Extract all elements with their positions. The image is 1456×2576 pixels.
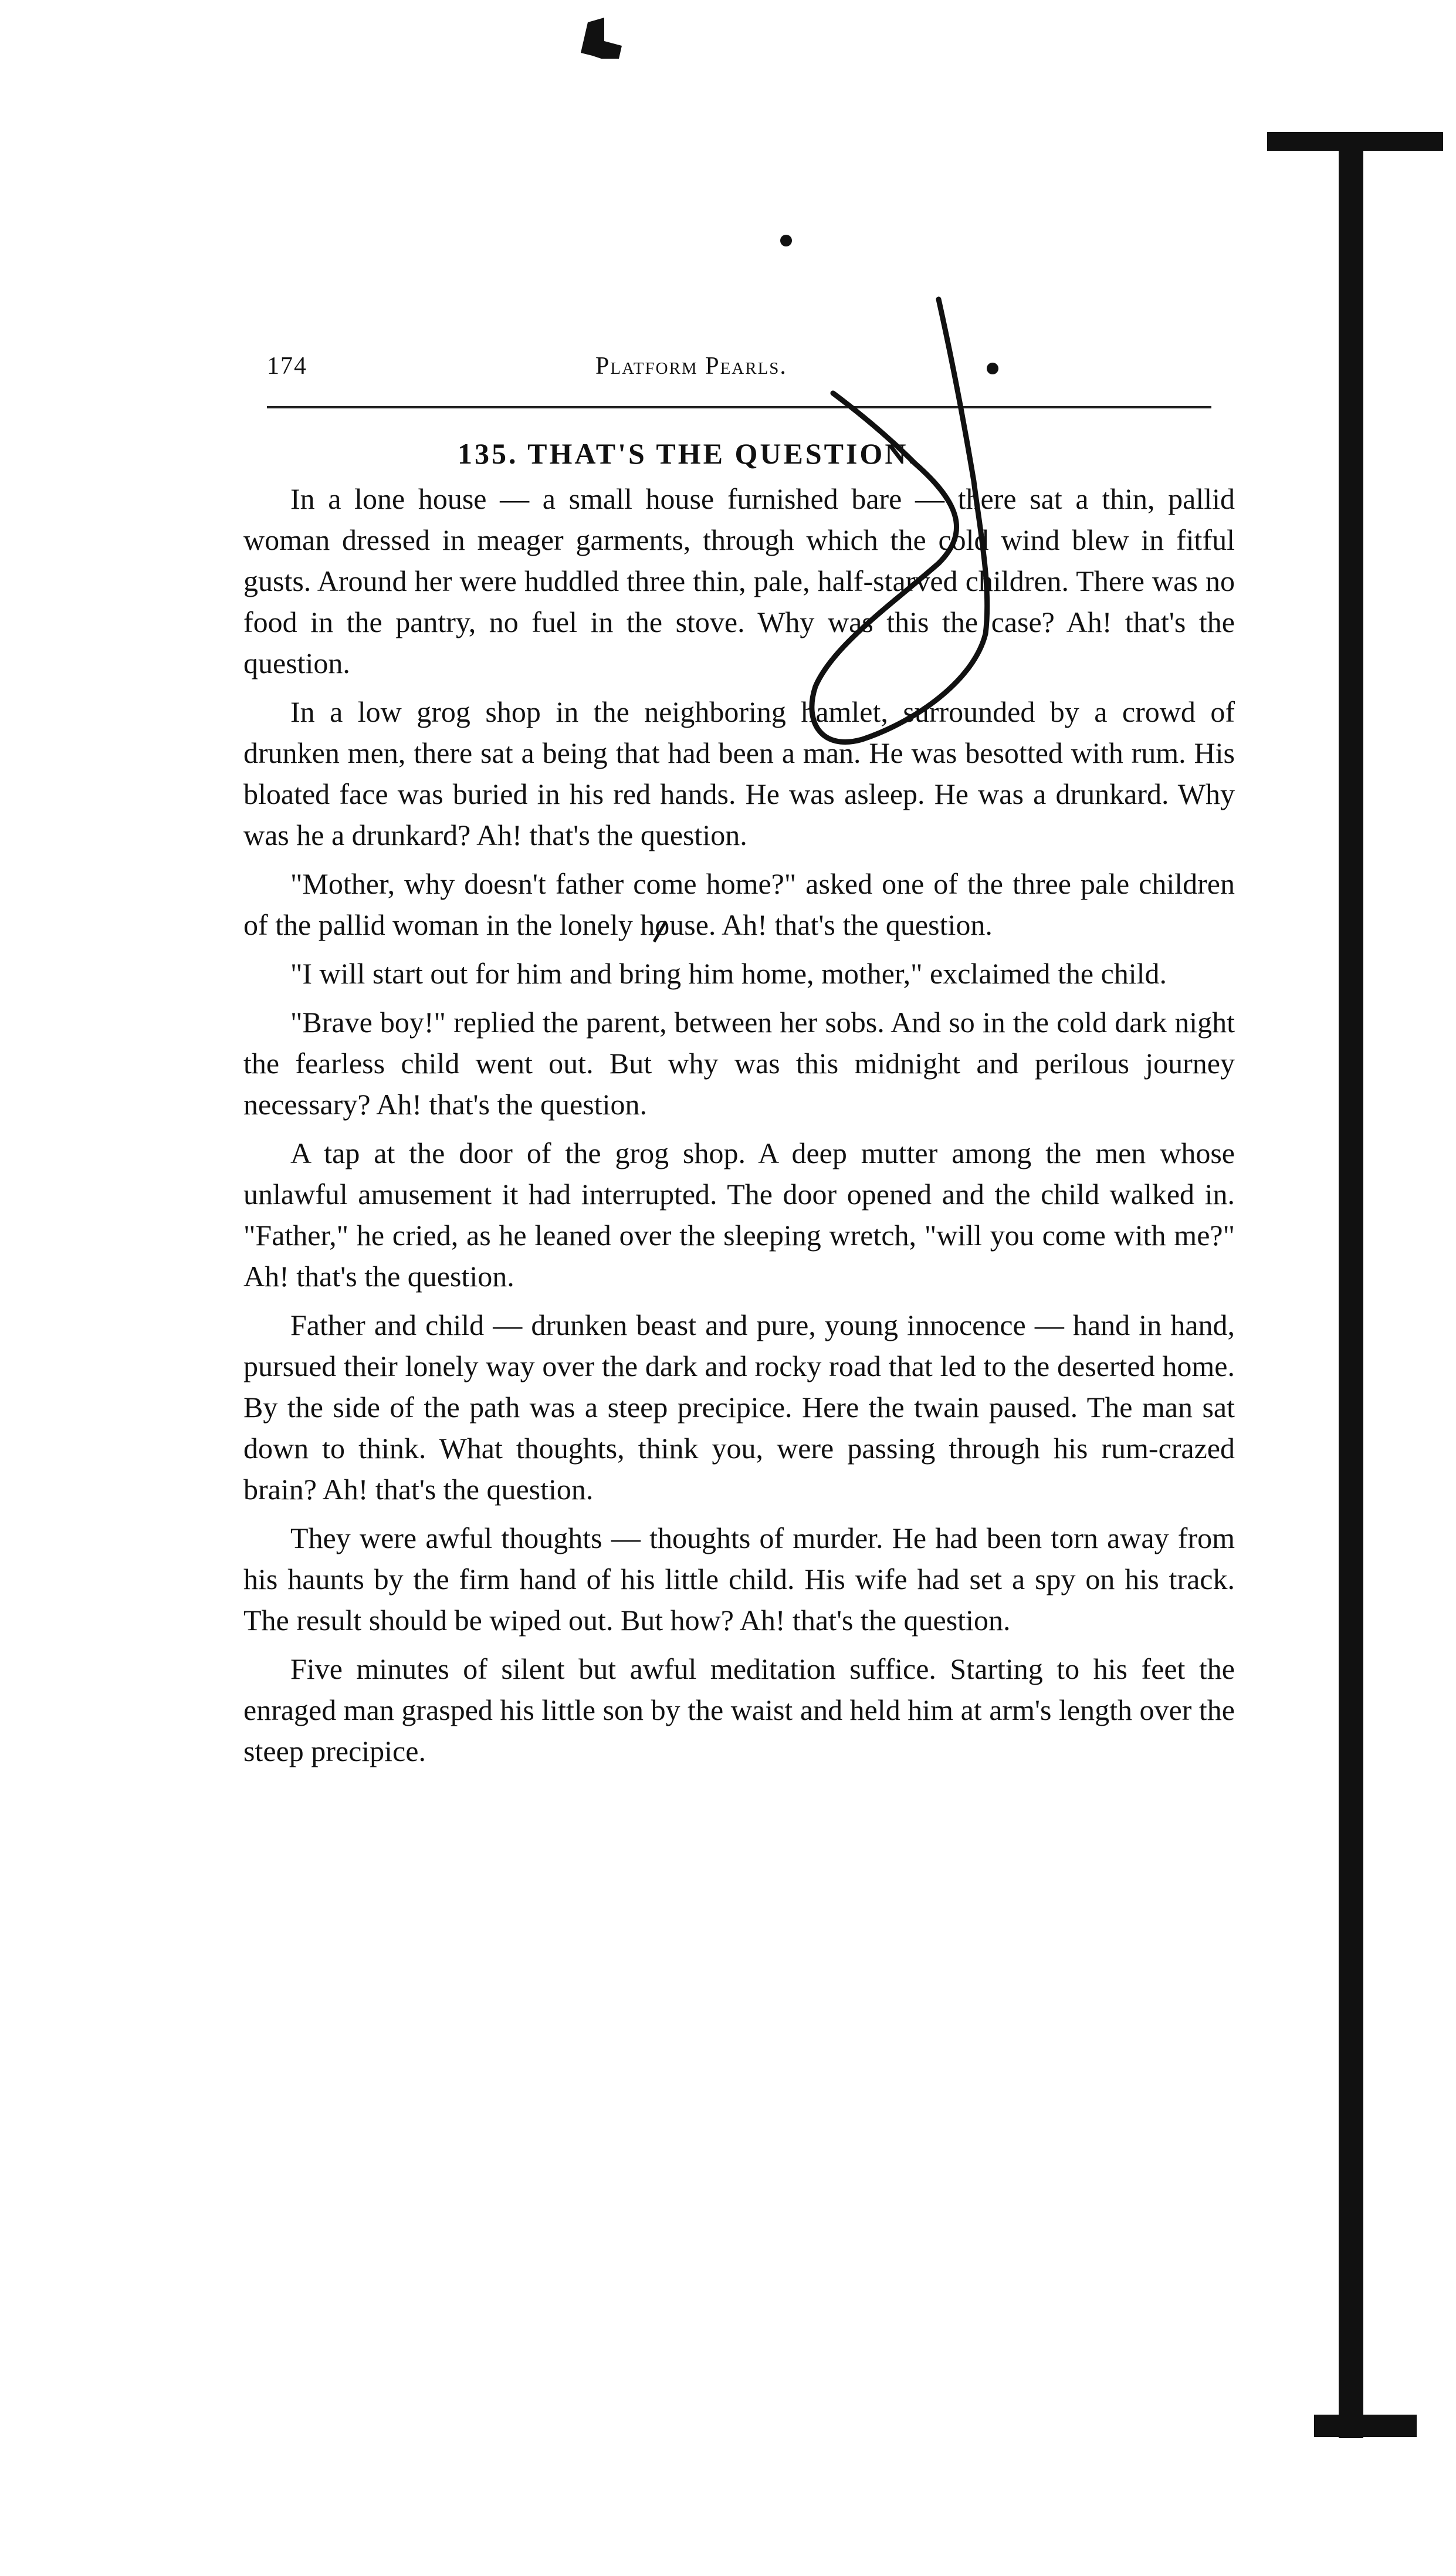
paragraph: In a lone house — a small house furnished bare — there sat a thin, pallid woman dressed in meager garments, through which the cold wind blew in fitful gusts. Around her were huddled three thin, pale, half-starved children. There was no food in the pantry, no fuel in the stove. Why was this the case? Ah! that's the question. <box>243 482 1235 680</box>
paragraph: They were awful thoughts — thoughts of murder. He had been torn away from his haunts by the firm hand of his little child. His wife had set a spy on his track. The result should be wiped out. But how? Ah! that's the question. <box>243 1522 1235 1637</box>
ink-dot <box>780 235 792 246</box>
ink-blot <box>581 18 622 59</box>
paragraph: Five minutes of silent but awful meditation suffice. Starting to his feet the enraged man grasped his little son by the waist and held him at arm's length over the steep precipice. <box>243 1652 1235 1767</box>
running-title: Platform Pearls. <box>595 353 787 380</box>
page-number: 174 <box>267 353 307 380</box>
bracket-bottom-bar <box>1314 2415 1417 2437</box>
paragraph: "Mother, why doesn't father come home?" asked one of the three pale children of the pallid woman in the lonely house. Ah! that's the question. <box>243 867 1235 941</box>
page-header <box>267 352 1211 399</box>
paragraph: Father and child — drunken beast and pure, young innocence — hand in hand, pursued their lonely way over the dark and rocky road that led to the deserted home. By the side of the path was a steep precipice. Here the twain paused. The man sat down to think. What thoughts, think you, were passing through his rum-crazed brain? Ah! that's the question. <box>243 1309 1235 1506</box>
paragraph: A tap at the door of the grog shop. A deep mutter among the men whose unlawful amusement it had interrupted. The door opened and the child walked in. "Father," he cried, as he leaned over the sleeping wretch, "will you come with me?" Ah! that's the question. <box>243 1137 1235 1293</box>
bracket-top-bar <box>1267 132 1443 151</box>
paragraph: In a low grog shop in the neighboring hamlet, surrounded by a crowd of drunken men, there sat a being that had been a man. He was besotted with rum. His bloated face was buried in his red hands. He was asleep. He was a drunkard. Why was he a drunkard? Ah! that's the question. <box>243 695 1235 851</box>
paragraph: "Brave boy!" replied the parent, between her sobs. And so in the cold dark night the fearless child went out. But why was this midnight and perilous journey necessary? Ah! that's the question. <box>243 1006 1235 1121</box>
paragraph: "I will start out for him and bring him home, mother," exclaimed the child. <box>290 957 1167 990</box>
article-title: 135. THAT'S THE QUESTION. <box>458 437 918 470</box>
article-body <box>243 478 1235 1779</box>
bracket-stem <box>1339 132 1363 2438</box>
header-rule <box>267 406 1211 408</box>
